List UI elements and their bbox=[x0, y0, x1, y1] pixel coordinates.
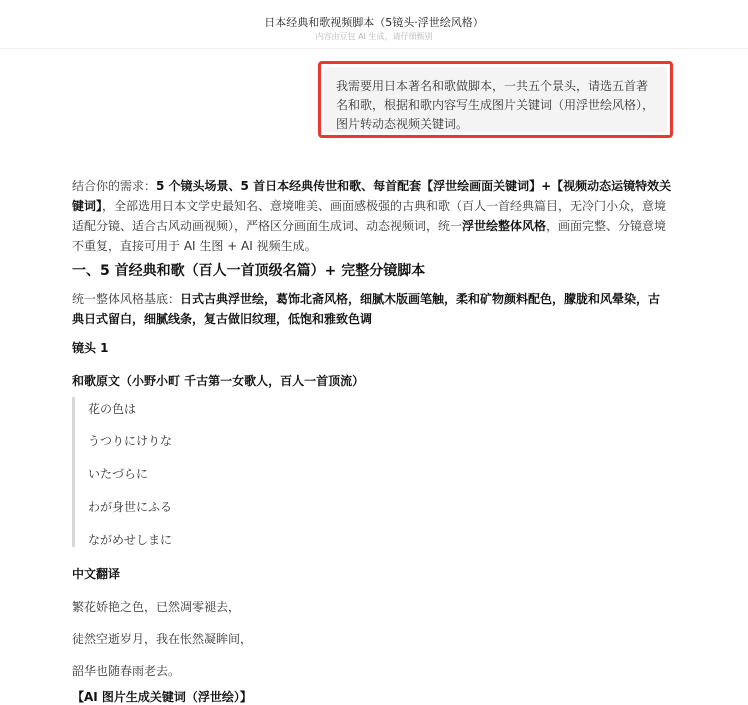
ai-keywords-title: 【AI 图片生成关键词（浮世绘）】 bbox=[72, 690, 252, 704]
chat-title: 日本经典和歌视频脚本（5镜头·浮世绘风格） bbox=[264, 16, 484, 29]
poem-line: ながめせしまに bbox=[88, 533, 173, 547]
translation-line: 韶华也随春雨老去。 bbox=[72, 664, 181, 678]
style-base-label: 统一整体风格基底： bbox=[72, 292, 181, 306]
translation-line: 繁花娇艳之色，已然凋零褪去， bbox=[72, 600, 241, 614]
user-message-bubble[interactable] bbox=[318, 61, 673, 138]
section-heading: 一、5 首经典和歌（百人一首顶级名篇）+ 完整分镜脚本 bbox=[72, 263, 426, 279]
style-base-paragraph bbox=[72, 289, 672, 329]
poem-original-title: 和歌原文（小野小町 千古第一女歌人，百人一首顶流） bbox=[72, 374, 365, 388]
translation-line: 徒然空逝岁月，我在怅然凝眸间， bbox=[72, 632, 253, 646]
poem-quote-bar bbox=[72, 397, 75, 547]
translation-title: 中文翻译 bbox=[72, 567, 121, 581]
style-base-value: 日式古典浮世绘，葛饰北斋风格，细腻木版画笔触，柔和矿物颜料配色，朦胧和风晕染，古典日式留白，细腻线条，复古做旧纹理，低饱和雅致色调 bbox=[72, 292, 661, 326]
intro-text-1: 结合你的需求： bbox=[72, 179, 157, 193]
poem-line: いたづらに bbox=[88, 467, 149, 481]
intro-text-2: ，全部选用日本文学史最知名、意境唯美、画面感极强的古典和歌（百人一首经典篇目，无冷门小众，意境适配分镜、适合古风动画视频），严格区分画面生成词、动态视频词，统一 bbox=[72, 199, 667, 233]
user-message-text: 我需要用日本著名和歌做脚本，一共五个景头，请选五首著名和歌，根据和歌内容写生成图片关键词（用浮世绘风格），图片转动态视频关键词。 bbox=[336, 79, 655, 131]
poem-line: わが身世にふる bbox=[88, 500, 173, 514]
poem-line: 花の色は bbox=[88, 402, 137, 416]
intro-text-3: ，画面完整、分镜意境不重复，直接可用于 AI 生图 + AI 视频生成。 bbox=[72, 219, 667, 253]
shot-1-heading: 镜头 1 bbox=[72, 341, 109, 355]
chat-header bbox=[0, 0, 748, 49]
intro-paragraph bbox=[72, 176, 672, 256]
user-message-background bbox=[324, 67, 667, 132]
intro-bold-1: 5 个镜头场景、5 首日本经典传世和歌、每首配套【浮世绘画面关键词】+【视频动态运镜特效关键词】 bbox=[72, 179, 672, 213]
poem-line: うつりにけりな bbox=[88, 434, 173, 448]
intro-bold-2: 浮世绘整体风格 bbox=[462, 219, 547, 233]
ai-disclaimer: 内容由豆包 AI 生成，请仔细甄别 bbox=[315, 32, 433, 41]
